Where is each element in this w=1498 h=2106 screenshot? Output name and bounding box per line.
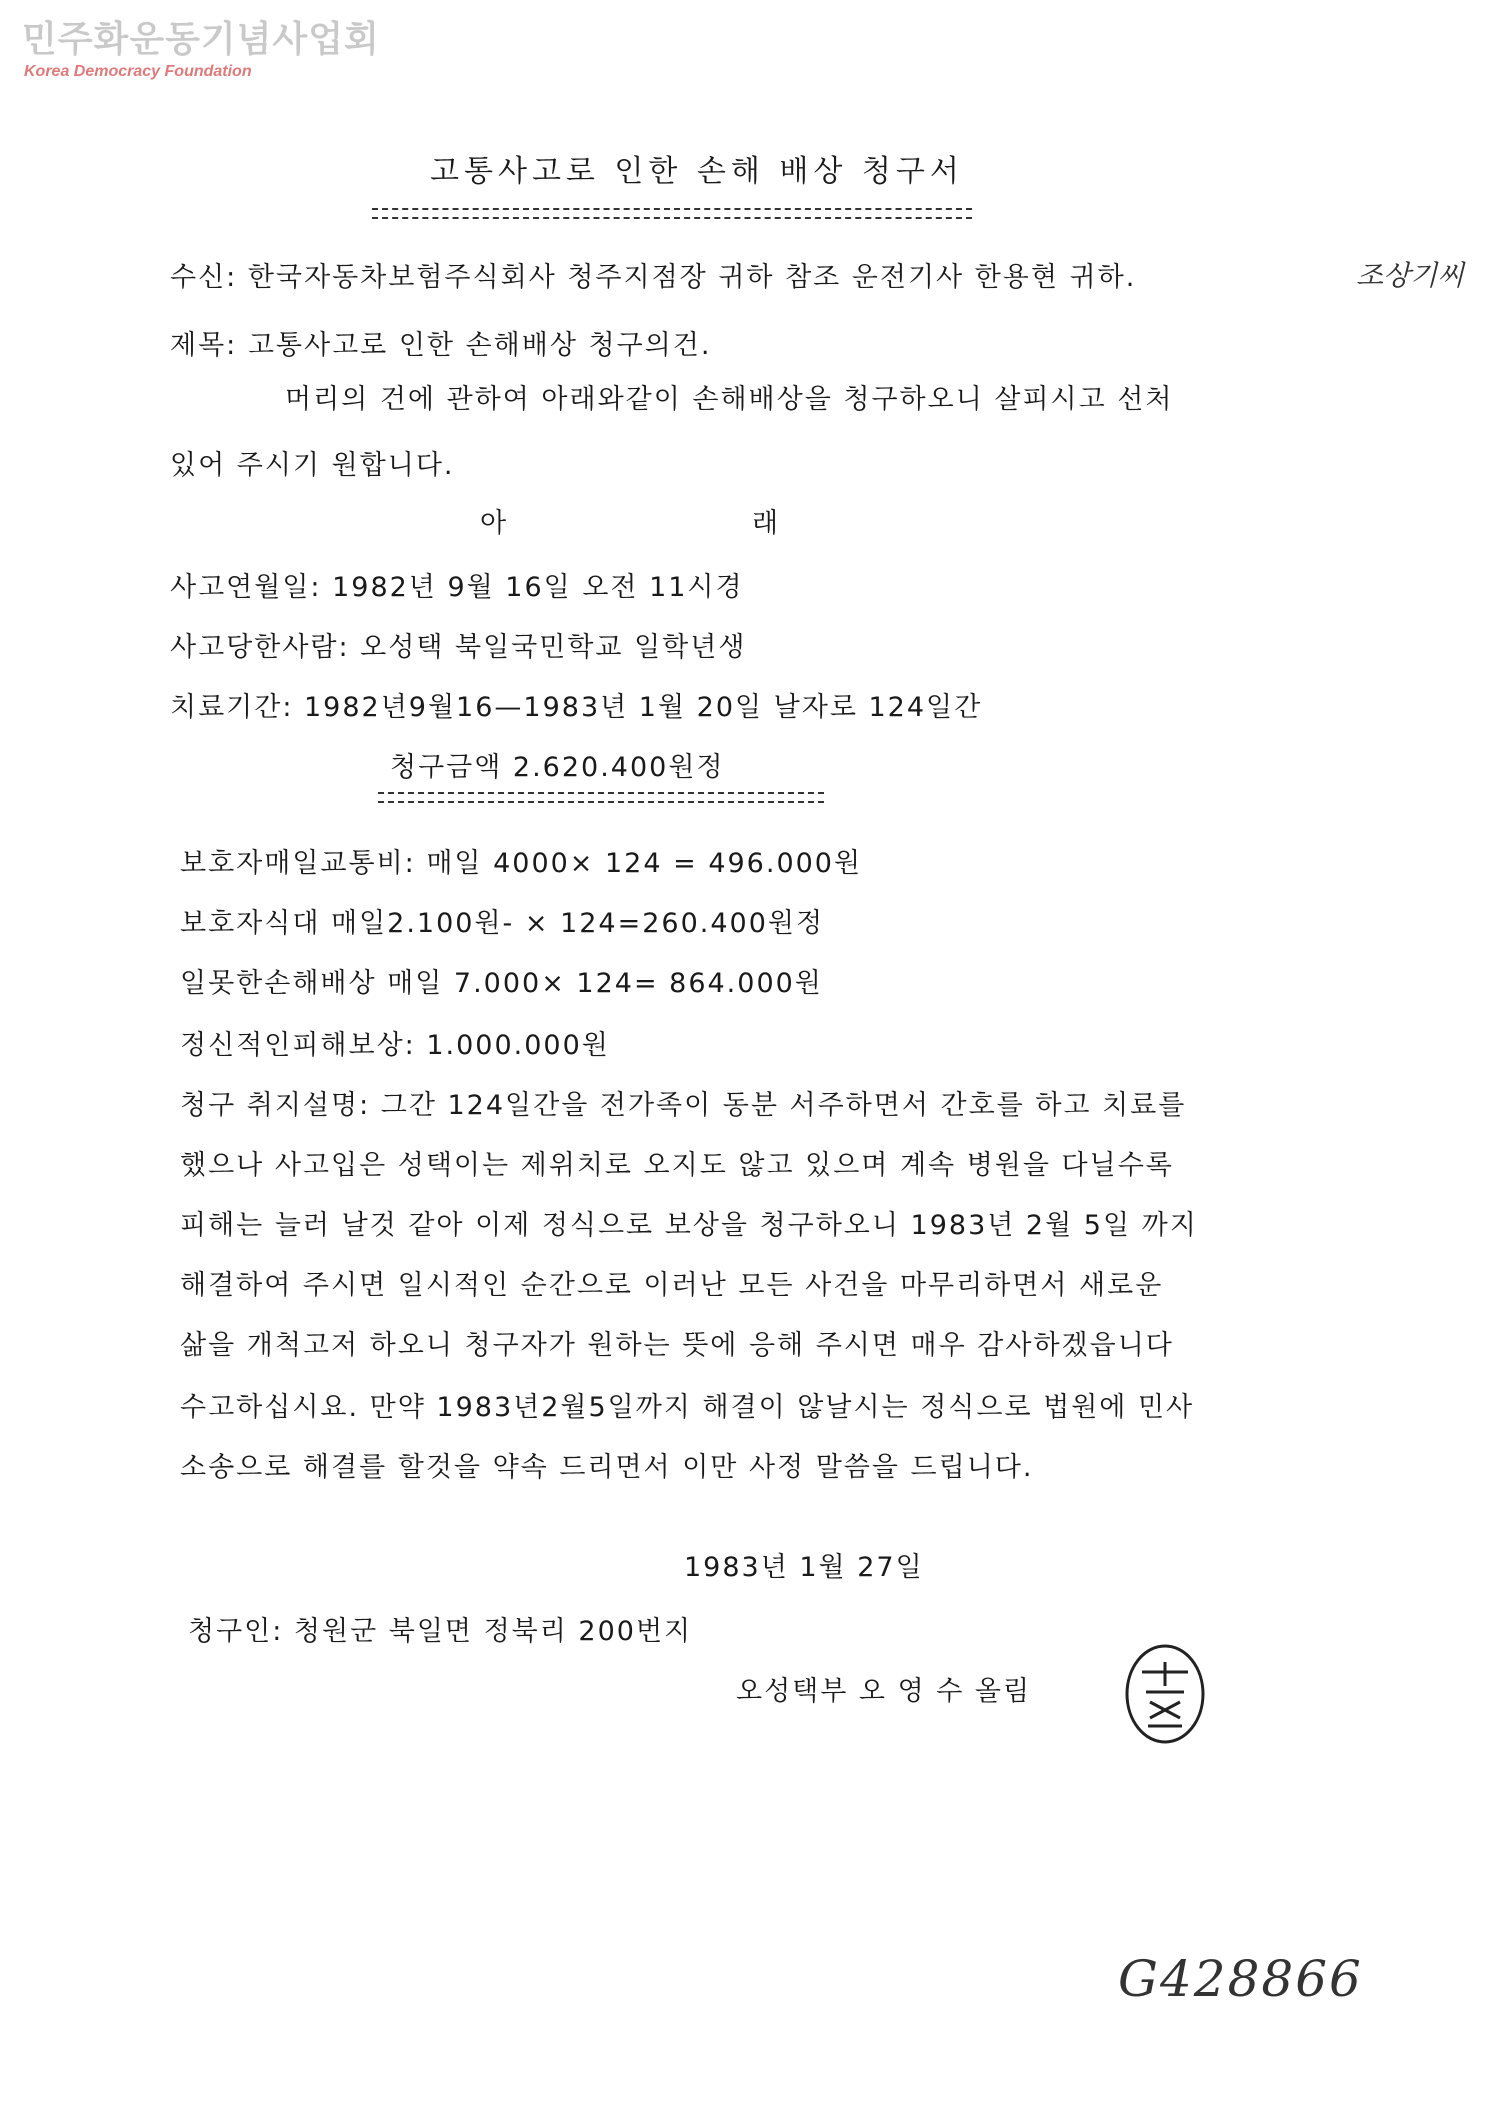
claim-amount: 청구금액 2.620.400원정 [390,752,725,783]
claimant-signature: 오성택부 오 영 수 올림 [736,1676,1032,1707]
claimant-address: 청구인: 청원군 북일면 정북리 200번지 [188,1616,693,1647]
purpose-line-1: 청구 취지설명: 그간 124일간을 전가족이 동분 서주하면서 간호를 하고 치료를 [180,1090,1187,1121]
accident-victim: 사고당한사람: 오성택 북일국민학교 일학년생 [170,632,747,663]
watermark-english: Korea Democracy Foundation [24,63,252,80]
watermark-korean: 민주화운동기념사업회 [22,19,380,60]
document-date: 1983년 1월 27일 [684,1552,924,1583]
accident-date: 사고연월일: 1982년 9월 16일 오전 11시경 [170,572,744,603]
seal-stamp [1120,1640,1210,1748]
claim-item-lost-work: 일못한손해배상 매일 7.000× 124= 864.000원 [180,968,823,999]
archive-number: G428866 [1118,1950,1363,2008]
purpose-line-2: 했으나 사고입은 성택이는 제위치로 오지도 않고 있으며 계속 병원을 다닐수록 [180,1150,1174,1181]
below-heading-b: 래 [752,508,781,539]
purpose-line-6: 수고하십시요. 만약 1983년2월5일까지 해결이 않날시는 정식으로 법원에 민사 [180,1392,1195,1423]
claim-item-mental-damage: 정신적인피해보상: 1.000.000원 [180,1030,610,1061]
purpose-line-7: 소송으로 해결를 할것을 약속 드리면서 이만 사정 말씀을 드립니다. [180,1452,1034,1483]
claim-item-transport: 보호자매일교통비: 매일 4000× 124 = 496.000원 [180,848,863,879]
claim-item-meals: 보호자식대 매일2.100원- × 124=260.400원정 [180,908,825,939]
subject-line: 제목: 고통사고로 인한 손해배상 청구의건. [170,330,712,361]
intro-line-1: 머리의 건에 관하여 아래와같이 손해배상을 청구하오니 살피시고 선처 [285,384,1174,415]
below-heading-a: 아 [480,508,509,539]
purpose-line-4: 해결하여 주시면 일시적인 순간으로 이러난 모든 사건을 마무리하면서 새로운 [180,1270,1164,1301]
purpose-line-3: 피해는 늘러 날것 같아 이제 정식으로 보상을 청구하오니 1983년 2월 5일 까지 [180,1210,1198,1241]
document-title: 고통사고로 인한 손해 배상 청구서 [430,154,964,189]
claim-amount-underline [378,792,824,803]
recipient-line: 수신: 한국자동차보험주식회사 청주지점장 귀하 참조 운전기사 한용현 귀하. [170,262,1137,293]
purpose-line-5: 삶을 개척고저 하오니 청구자가 원하는 뜻에 응해 주시면 매우 감사하겠읍니다 [180,1330,1174,1361]
title-underline [372,208,972,219]
recipient-handwritten-note: 조상기씨 [1356,259,1465,292]
intro-line-2: 있어 주시기 원합니다. [170,450,455,481]
treatment-period: 치료기간: 1982년9월16—1983년 1월 20일 날자로 124일간 [170,692,983,723]
